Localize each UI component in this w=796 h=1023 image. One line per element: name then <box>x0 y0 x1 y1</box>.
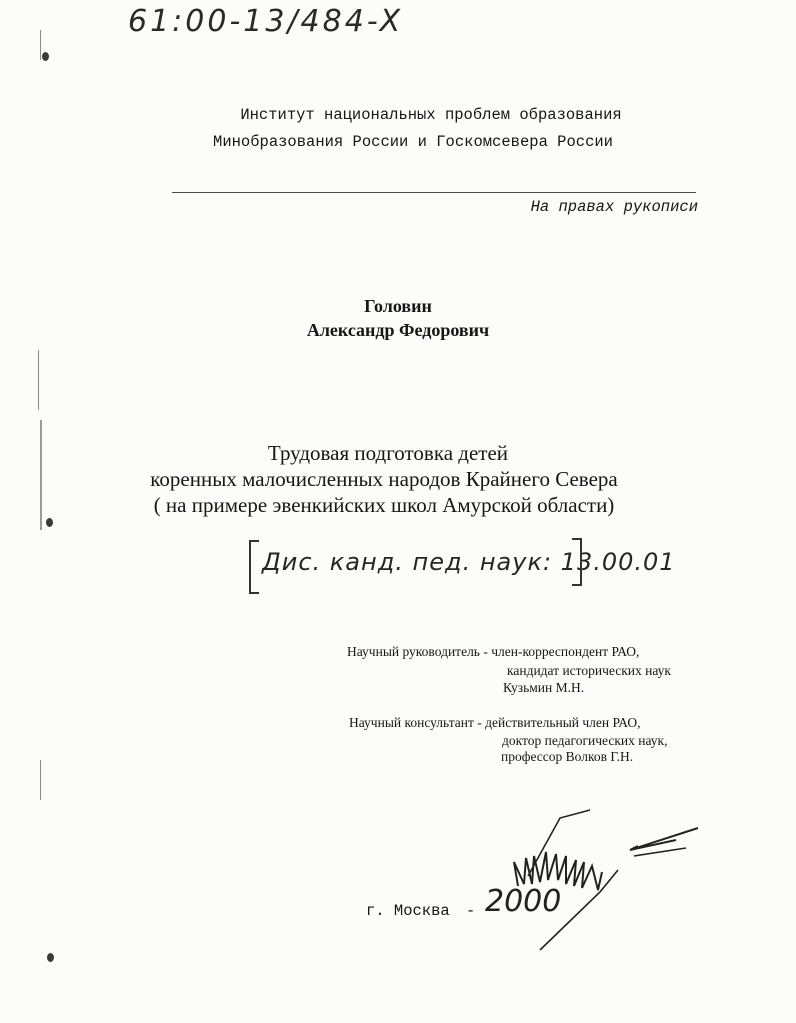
manuscript-note: На правах рукописи <box>530 198 698 216</box>
title-line-1: Трудовая подготовка детей <box>267 441 509 465</box>
author-surname: Головин <box>364 296 432 316</box>
scan-mark <box>47 953 54 962</box>
scan-mark <box>42 52 49 61</box>
supervisor-label: Научный руководитель - член-корреспондент РАО, <box>347 644 640 659</box>
year: 2000 <box>485 884 562 919</box>
consultant-degree: доктор педагогических наук, <box>502 733 668 748</box>
supervisor-name: Кузьмин М.Н. <box>503 680 585 695</box>
archive-code: 61:00-13/484-X <box>128 4 404 39</box>
consultant-label: Научный консультант - действительный член РАО, <box>349 715 641 730</box>
scan-margin-line <box>40 760 41 800</box>
header-rule <box>172 192 696 193</box>
institute-line-1: Институт национальных проблем образования <box>240 106 622 124</box>
title-line-3: ( на примере эвенкийских школ Амурской области) <box>153 493 615 517</box>
scan-mark <box>46 518 53 527</box>
consultant-name: профессор Волков Г.Н. <box>501 749 634 764</box>
signature-graphic <box>480 800 720 960</box>
supervisor-degree: кандидат исторических наук <box>507 663 671 678</box>
degree-note-bracket-right <box>572 538 582 586</box>
author-name: Александр Федорович <box>306 320 490 340</box>
degree-note: Дис. канд. пед. наук: 13.00.01 <box>262 548 676 576</box>
city: г. Москва <box>366 902 450 920</box>
arrow-mark <box>630 828 698 850</box>
arrow-mark <box>634 848 686 856</box>
degree-note-bracket-left <box>249 540 259 594</box>
scan-margin-line <box>40 30 41 60</box>
institute-line-2: Минобразования России и Госкомсевера России <box>213 133 613 151</box>
city-year-dash: - <box>466 902 476 920</box>
scan-margin-line <box>38 350 39 410</box>
title-line-2: коренных малочисленных народов Крайнего Севера <box>150 467 618 491</box>
